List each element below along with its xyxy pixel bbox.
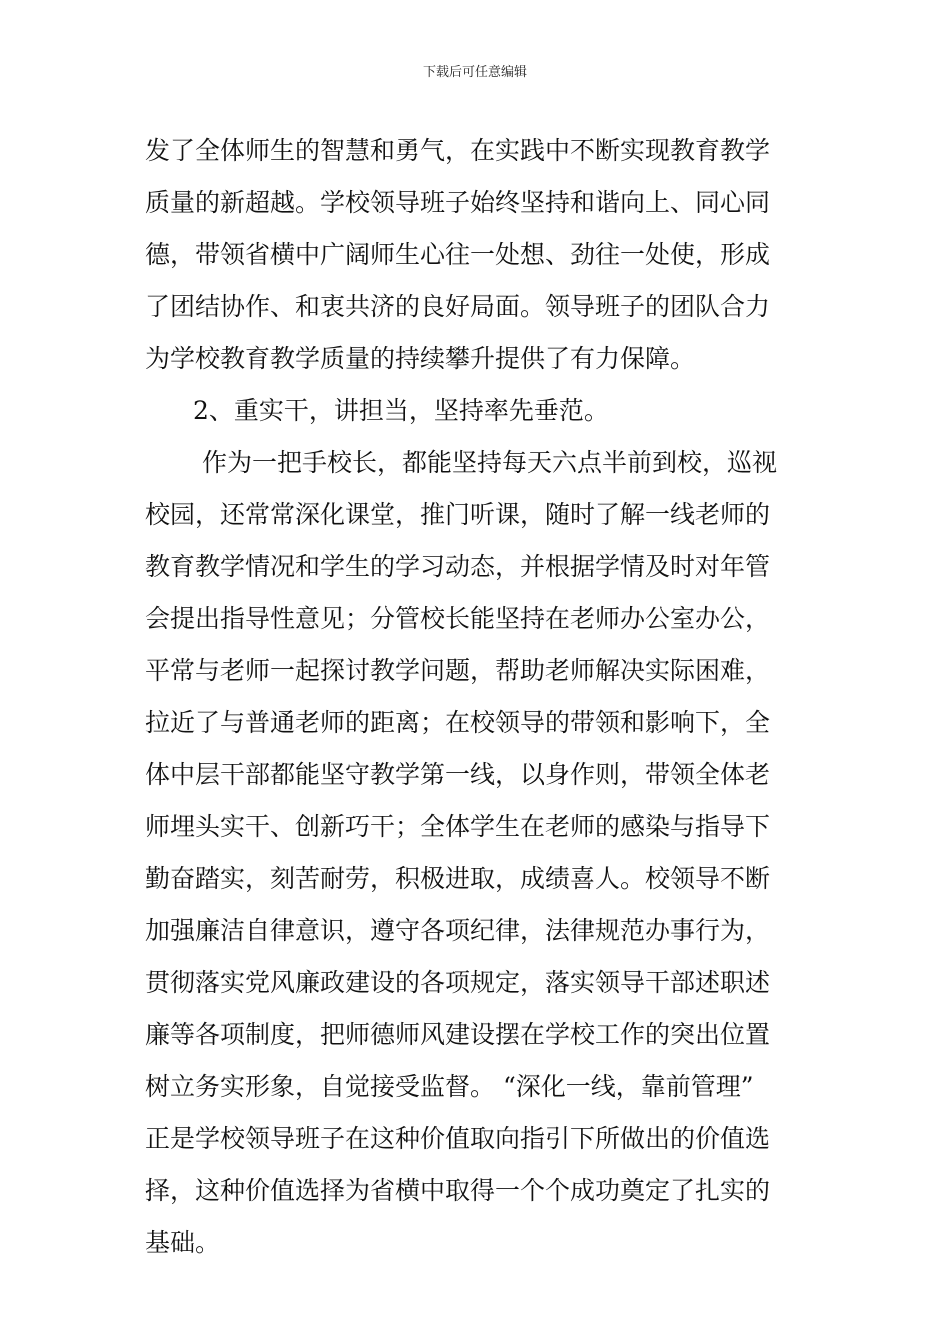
text-line: 择，这种价值选择为省横中取得一个个成功奠定了扎实的 <box>145 1176 771 1205</box>
text-line: 会提出指导性意见；分管校长能坚持在老师办公室办公， <box>145 604 771 633</box>
text-line: 贯彻落实党风廉政建设的各项规定，落实领导干部述职述 <box>145 968 771 997</box>
text-line: 校园，还常常深化课堂，推门听课，随时了解一线老师的 <box>145 500 771 529</box>
text-line: 体中层干部都能坚守教学第一线，以身作则，带领全体老 <box>145 760 771 789</box>
text-line: 教育教学情况和学生的学习动态，并根据学情及时对年管 <box>145 552 771 581</box>
text-line: 作为一把手校长，都能坚持每天六点半前到校，巡视 <box>202 448 778 477</box>
text-line: 加强廉洁自律意识，遵守各项纪律，法律规范办事行为， <box>145 916 771 945</box>
text-line: 质量的新超越。学校领导班子始终坚持和谐向上、同心同 <box>145 188 771 217</box>
body-text <box>145 125 807 1269</box>
text-line: 德，带领省横中广阔师生心往一处想、劲往一处使，形成 <box>145 240 771 269</box>
section-heading: 2、重实干，讲担当，坚持率先垂范。 <box>193 396 609 425</box>
text-line: 为学校教育教学质量的持续攀升提供了有力保障。 <box>145 344 696 373</box>
text-line: 廉等各项制度，把师德师风建设摆在学校工作的突出位置 <box>145 1020 771 1049</box>
text-line: 基础。 <box>145 1228 221 1257</box>
page-header: 下载后可任意编辑 <box>422 65 527 80</box>
text-line: 师埋头实干、创新巧干；全体学生在老师的感染与指导下 <box>145 812 771 841</box>
text-line: 了团结协作、和衷共济的良好局面。领导班子的团队合力 <box>145 292 771 321</box>
text-line: 拉近了与普通老师的距离；在校领导的带领和影响下，全 <box>145 708 771 737</box>
text-line: 发了全体师生的智慧和勇气，在实践中不断实现教育教学 <box>145 136 771 165</box>
text-line: 平常与老师一起探讨教学问题，帮助老师解决实际困难， <box>145 656 771 685</box>
text-line: 正是学校领导班子在这种价值取向指引下所做出的价值选 <box>145 1124 771 1153</box>
text-line: 勤奋踏实，刻苦耐劳，积极进取，成绩喜人。校领导不断 <box>145 864 771 893</box>
text-line: 树立务实形象，自觉接受监督。 “深化一线，靠前管理” <box>145 1072 754 1101</box>
